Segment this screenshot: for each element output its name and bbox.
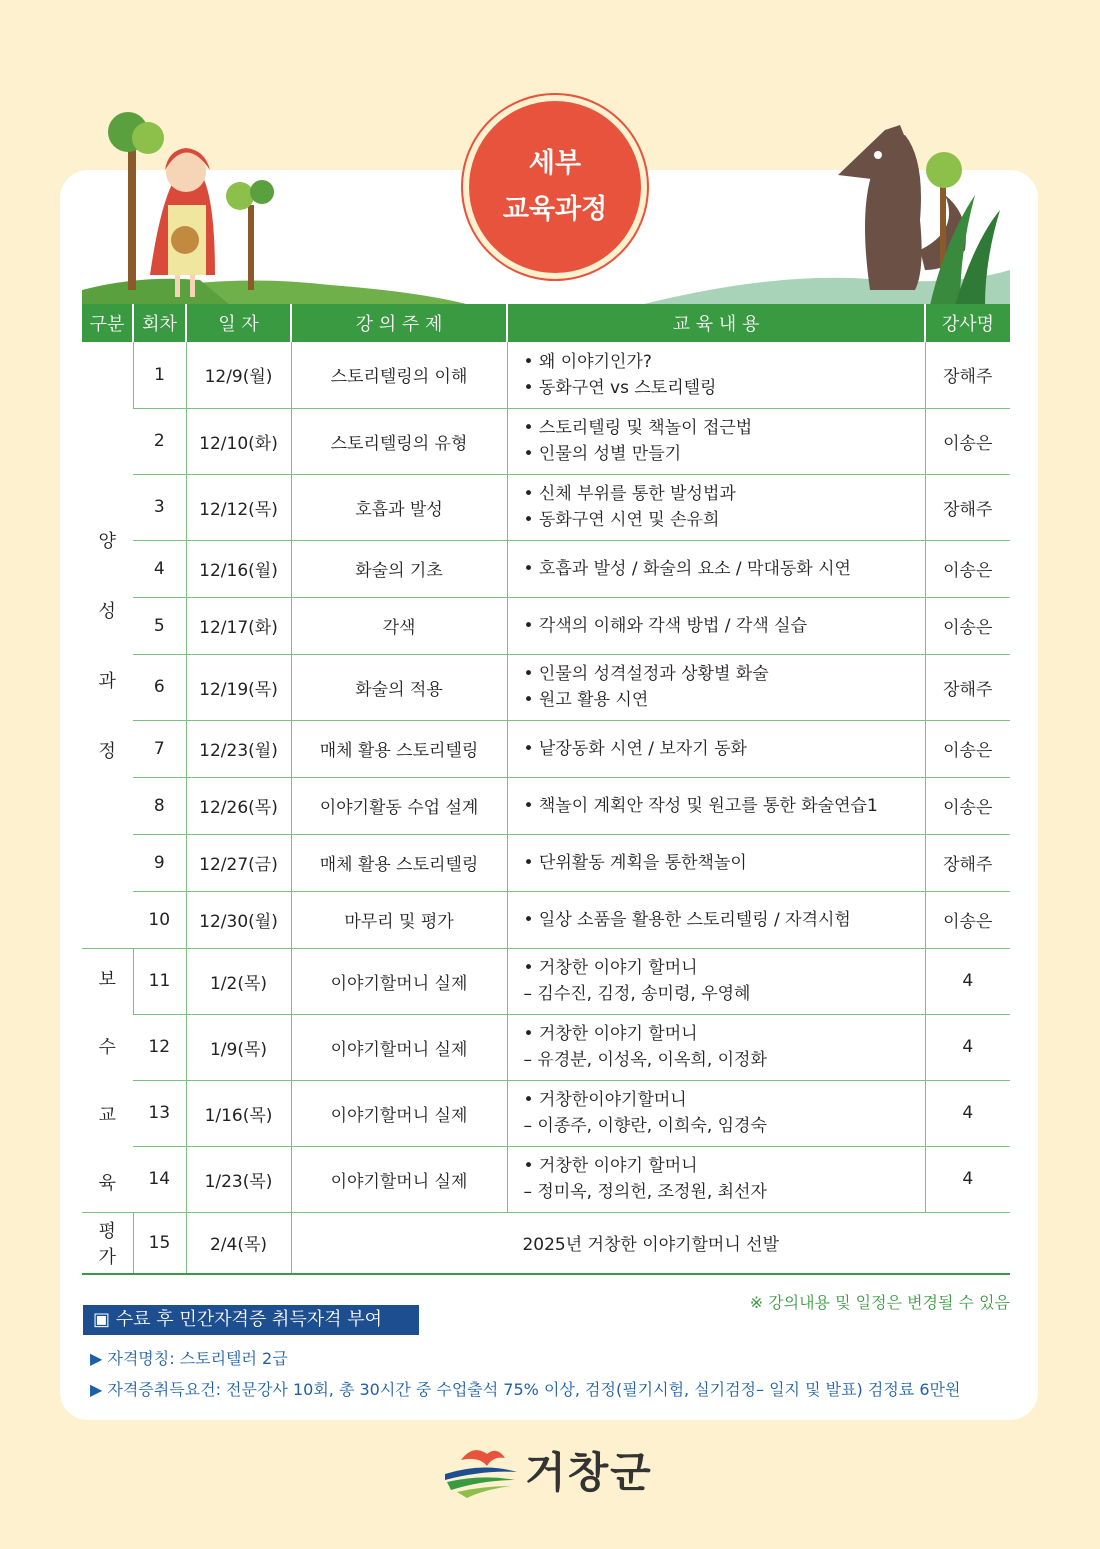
content-line: • 동화구연 vs 스토리텔링	[523, 377, 717, 398]
schedule-table	[82, 304, 1010, 1275]
header-topic: 강 의 주 제	[291, 304, 507, 342]
session-lecturer: 4	[925, 1080, 1010, 1146]
session-lecturer: 이송은	[925, 597, 1010, 654]
session-date: 12/27(금)	[186, 834, 291, 891]
header-date: 일 자	[186, 304, 291, 342]
session-lecturer: 이송은	[925, 720, 1010, 777]
session-topic: 마무리 및 평가	[291, 891, 507, 948]
header-lecturer: 강사명	[925, 304, 1010, 342]
qualification-name: ▶ 자격명칭: 스토리텔러 2급	[90, 1349, 288, 1368]
table-header-row	[82, 304, 1010, 342]
header-category: 구분	[82, 304, 133, 342]
table-row	[82, 834, 1010, 891]
table-row	[82, 1014, 1010, 1080]
session-date: 12/17(화)	[186, 597, 291, 654]
session-content	[507, 408, 925, 474]
session-number: 9	[133, 834, 186, 891]
content-line: • 원고 활용 시연	[523, 690, 649, 710]
session-topic: 스토리텔링의 이해	[291, 342, 507, 408]
session-content	[507, 474, 925, 540]
session-content	[507, 1014, 925, 1080]
category-char: 양	[98, 530, 116, 552]
table-row	[82, 597, 1010, 654]
session-content	[507, 834, 925, 891]
qualification-title: ▣ 수료 후 민간자격증 취득자격 부여	[83, 1305, 419, 1335]
session-number: 15	[133, 1212, 186, 1274]
final-selection: 2025년 거창한 이야기할머니 선발	[291, 1212, 1010, 1274]
session-lecturer: 이송은	[925, 408, 1010, 474]
content-line: – 김수진, 김정, 송미령, 우영혜	[523, 984, 751, 1004]
session-number: 7	[133, 720, 186, 777]
content-line: • 신체 부위를 통한 발성법과	[523, 484, 736, 504]
category-char: 성	[98, 600, 116, 622]
session-date: 12/12(목)	[186, 474, 291, 540]
content-line: • 인물의 성격설정과 상황별 화술	[523, 664, 769, 684]
content-line: – 정미옥, 정의헌, 조정원, 최선자	[523, 1182, 767, 1202]
session-number: 2	[133, 408, 186, 474]
session-content	[507, 1080, 925, 1146]
category-evaluation: 평가	[82, 1212, 133, 1274]
session-lecturer: 4	[925, 1146, 1010, 1212]
session-number: 8	[133, 777, 186, 834]
session-number: 10	[133, 891, 186, 948]
content-line: • 거창한 이야기 할머니	[523, 958, 698, 978]
category-char: 보	[98, 969, 116, 990]
session-topic: 매체 활용 스토리텔링	[291, 834, 507, 891]
session-lecturer: 장해주	[925, 654, 1010, 720]
header-content: 교 육 내 용	[507, 304, 925, 342]
session-content	[507, 540, 925, 597]
session-number: 13	[133, 1080, 186, 1146]
session-topic: 화술의 기초	[291, 540, 507, 597]
content-line: – 유경분, 이성옥, 이옥희, 이정화	[523, 1050, 767, 1070]
table-row	[82, 891, 1010, 948]
session-content	[507, 891, 925, 948]
session-topic: 매체 활용 스토리텔링	[291, 720, 507, 777]
session-lecturer: 장해주	[925, 834, 1010, 891]
session-lecturer: 이송은	[925, 891, 1010, 948]
session-topic: 이야기할머니 실제	[291, 1014, 507, 1080]
session-date: 12/26(목)	[186, 777, 291, 834]
session-topic: 이야기할머니 실제	[291, 1080, 507, 1146]
content-line: • 거창한 이야기 할머니	[523, 1156, 698, 1176]
category-char: 과	[98, 670, 116, 692]
session-topic: 이야기활동 수업 설계	[291, 777, 507, 834]
title-line-1: 세부	[528, 148, 582, 179]
session-topic: 이야기할머니 실제	[291, 1146, 507, 1212]
table-row	[82, 948, 1010, 1014]
session-lecturer: 4	[925, 1014, 1010, 1080]
category-char: 정	[98, 740, 116, 762]
session-topic: 스토리텔링의 유형	[291, 408, 507, 474]
session-date: 12/19(목)	[186, 654, 291, 720]
content-line: • 호흡과 발성 / 화술의 요소 / 막대동화 시연	[523, 558, 851, 579]
content-line: • 거창한 이야기 할머니	[523, 1024, 698, 1044]
session-lecturer: 이송은	[925, 540, 1010, 597]
session-topic: 호흡과 발성	[291, 474, 507, 540]
session-number: 14	[133, 1146, 186, 1212]
session-date: 12/16(월)	[186, 540, 291, 597]
session-content	[507, 948, 925, 1014]
table-row	[82, 342, 1010, 408]
content-line: • 책놀이 계획안 작성 및 원고를 통한 화술연습1	[523, 795, 878, 816]
header-session: 회차	[133, 304, 186, 342]
session-number: 5	[133, 597, 186, 654]
session-number: 3	[133, 474, 186, 540]
session-content	[507, 777, 925, 834]
session-date: 12/9(월)	[186, 342, 291, 408]
session-content	[507, 1146, 925, 1212]
session-number: 4	[133, 540, 186, 597]
table-row-final	[82, 1212, 1010, 1274]
session-content	[507, 720, 925, 777]
session-number: 11	[133, 948, 186, 1014]
title-badge	[463, 95, 647, 279]
content-line: • 각색의 이해와 각색 방법 / 각색 실습	[523, 615, 807, 636]
session-content	[507, 654, 925, 720]
session-date: 2/4(목)	[186, 1212, 291, 1274]
table-row	[82, 408, 1010, 474]
session-lecturer: 장해주	[925, 474, 1010, 540]
table-row	[82, 654, 1010, 720]
session-date: 12/10(화)	[186, 408, 291, 474]
session-date: 12/30(월)	[186, 891, 291, 948]
content-line: • 단위활동 계획을 통한책놀이	[523, 852, 747, 873]
table-row	[82, 1146, 1010, 1212]
session-topic: 이야기할머니 실제	[291, 948, 507, 1014]
qualification-requirements: ▶ 자격증취득요건: 전문강사 10회, 총 30시간 중 수업출석 75% 이상, 검정(필기시험, 실기검정– 일지 및 발표) 검정료 6만원	[90, 1380, 961, 1399]
session-topic: 화술의 적용	[291, 654, 507, 720]
content-line: • 스토리텔링 및 책놀이 접근법	[523, 418, 753, 438]
table-row	[82, 720, 1010, 777]
session-date: 1/9(목)	[186, 1014, 291, 1080]
session-date: 1/23(목)	[186, 1146, 291, 1212]
table-row	[82, 540, 1010, 597]
category-supplement	[82, 948, 133, 1212]
session-lecturer: 이송은	[925, 777, 1010, 834]
category-training	[82, 342, 133, 948]
session-date: 12/23(월)	[186, 720, 291, 777]
change-notice: ※ 강의내용 및 일정은 변경될 수 있음	[749, 1293, 1010, 1312]
session-number: 12	[133, 1014, 186, 1080]
content-line: – 이종주, 이향란, 이희숙, 임경숙	[523, 1116, 767, 1136]
session-number: 1	[133, 342, 186, 408]
session-topic: 각색	[291, 597, 507, 654]
table-row	[82, 1080, 1010, 1146]
session-lecturer: 4	[925, 948, 1010, 1014]
category-char: 수	[98, 1037, 116, 1058]
session-date: 1/2(목)	[186, 948, 291, 1014]
session-content	[507, 342, 925, 408]
table-row	[82, 777, 1010, 834]
content-line: • 인물의 성별 만들기	[523, 444, 682, 464]
title-line-2: 교육과정	[502, 194, 608, 225]
content-line: • 동화구연 시연 및 손유희	[523, 510, 720, 530]
content-line: • 낱장동화 시연 / 보자기 동화	[523, 738, 747, 759]
content-line: • 거창한이야기할머니	[523, 1090, 687, 1110]
session-content	[507, 597, 925, 654]
category-char: 교	[98, 1105, 116, 1126]
session-lecturer: 장해주	[925, 342, 1010, 408]
session-date: 1/16(목)	[186, 1080, 291, 1146]
table-row	[82, 474, 1010, 540]
session-number: 6	[133, 654, 186, 720]
content-line: • 왜 이야기인가?	[523, 351, 652, 372]
county-name: 거창군	[525, 1448, 653, 1497]
content-line: • 일상 소품을 활용한 스토리텔링 / 자격시험	[523, 909, 851, 930]
category-char: 육	[98, 1173, 116, 1194]
